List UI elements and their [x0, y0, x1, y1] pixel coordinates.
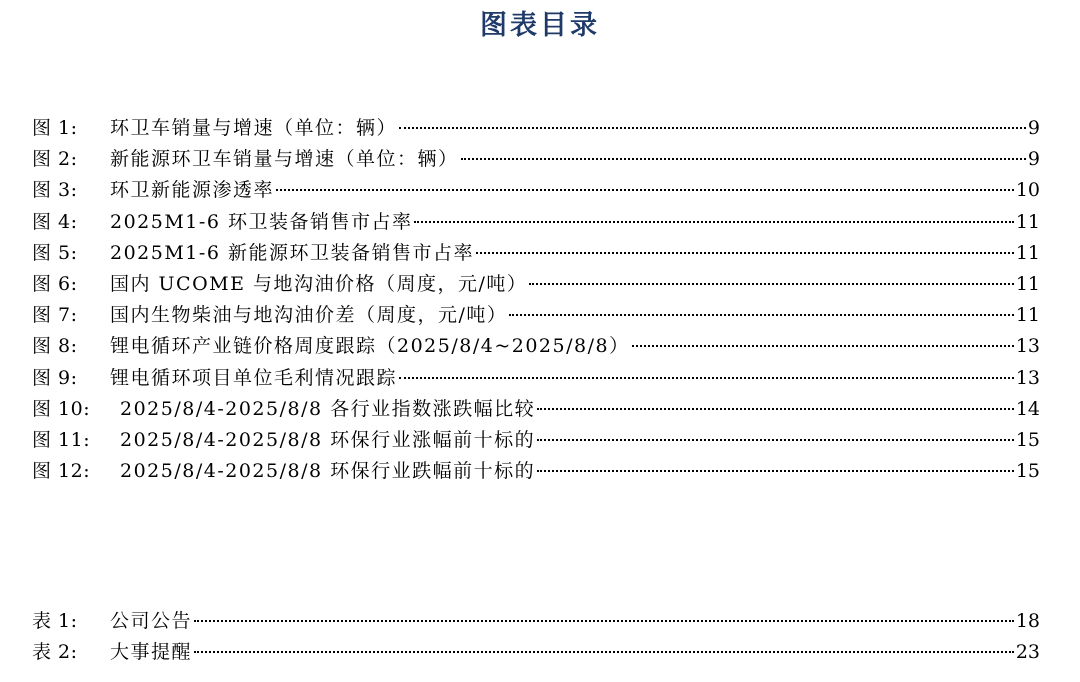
dot-leader [276, 189, 1014, 191]
dot-leader [194, 651, 1014, 653]
entry-caption: 新能源环卫车销量与增速（单位：辆） [110, 148, 459, 171]
dot-leader [194, 620, 1014, 622]
entry-label: 图 2: [32, 148, 78, 171]
entry-label: 图 10: [32, 397, 91, 420]
dot-leader [632, 345, 1014, 347]
dot-leader [399, 377, 1014, 379]
entry-caption: 2025M1-6 新能源环卫装备销售市占率 [110, 241, 474, 264]
entry-page-number: 15 [1015, 460, 1040, 483]
dot-leader [461, 158, 1026, 160]
entry-label: 图 3: [32, 179, 78, 202]
entry-page-number: 10 [1015, 179, 1040, 202]
toc-title: 图表目录 [480, 10, 600, 41]
entry-caption: 环卫车销量与增速（单位：辆） [110, 117, 398, 139]
entry-caption: 2025M1-6 环卫装备销售市占率 [110, 210, 413, 233]
toc-entry-figure-5[interactable] [32, 238, 1040, 269]
toc-entry-figure-1[interactable] [32, 113, 1040, 144]
entry-caption: 公司公告 [110, 610, 193, 632]
entry-page-number: 11 [1015, 241, 1040, 264]
entry-label: 图 11: [32, 428, 91, 451]
toc-entry-figure-12[interactable] [32, 456, 1040, 487]
toc-entry-figure-3[interactable] [32, 175, 1040, 206]
entry-page-number: 23 [1015, 641, 1040, 664]
table-list [32, 606, 1040, 668]
entry-page-number: 11 [1015, 210, 1040, 233]
entry-page-number: 14 [1015, 397, 1040, 420]
toc-entry-figure-8[interactable] [32, 331, 1040, 362]
entry-caption: 国内 UCOME 与地沟油价格（周度，元/吨） [110, 272, 528, 295]
entry-label: 图 5: [32, 241, 78, 264]
entry-page-number: 13 [1015, 335, 1040, 358]
toc-entry-figure-11[interactable] [32, 425, 1040, 456]
toc-entry-figure-7[interactable] [32, 300, 1040, 331]
entry-page-number: 11 [1015, 304, 1040, 327]
entry-label: 图 8: [32, 335, 78, 358]
entry-caption: 锂电循环项目单位毛利情况跟踪 [110, 366, 398, 389]
dot-leader [537, 439, 1014, 441]
entry-label: 表 2: [32, 641, 78, 664]
toc-entry-table-2[interactable] [32, 637, 1040, 668]
entry-label: 图 1: [32, 117, 78, 139]
entry-page-number: 11 [1015, 272, 1040, 295]
toc-entry-figure-9[interactable] [32, 363, 1040, 394]
entry-caption: 2025/8/4-2025/8/8 各行业指数涨跌幅比较 [120, 397, 536, 420]
entry-caption: 大事提醒 [110, 641, 193, 664]
figure-list [32, 113, 1040, 487]
entry-page-number: 15 [1015, 428, 1040, 451]
dot-leader [414, 221, 1013, 223]
entry-caption: 国内生物柴油与地沟油价差（周度，元/吨） [110, 304, 508, 327]
dot-leader [509, 314, 1013, 316]
entry-label: 图 7: [32, 304, 78, 327]
entry-caption: 锂电循环产业链价格周度跟踪（2025/8/4~2025/8/8） [110, 335, 630, 358]
toc-entry-table-1[interactable] [32, 606, 1040, 637]
entry-page-number: 18 [1015, 610, 1040, 632]
dot-leader [529, 283, 1013, 285]
entry-label: 图 9: [32, 366, 78, 389]
toc-entry-figure-6[interactable] [32, 269, 1040, 300]
entry-label: 表 1: [32, 610, 78, 632]
entry-page-number: 9 [1027, 117, 1040, 139]
dot-leader [476, 252, 1014, 254]
entry-caption: 2025/8/4-2025/8/8 环保行业跌幅前十标的 [120, 460, 536, 483]
dot-leader [537, 470, 1014, 472]
dot-leader [537, 408, 1014, 410]
entry-label: 图 4: [32, 210, 78, 233]
entry-caption: 2025/8/4-2025/8/8 环保行业涨幅前十标的 [120, 428, 536, 451]
toc-entry-figure-10[interactable] [32, 394, 1040, 425]
dot-leader [399, 127, 1026, 129]
toc-entry-figure-2[interactable] [32, 144, 1040, 175]
toc-entry-figure-4[interactable] [32, 207, 1040, 238]
entry-caption: 环卫新能源渗透率 [110, 179, 275, 202]
entry-page-number: 13 [1015, 366, 1040, 389]
entry-label: 图 12: [32, 460, 91, 483]
entry-page-number: 9 [1027, 148, 1040, 171]
entry-label: 图 6: [32, 272, 78, 295]
